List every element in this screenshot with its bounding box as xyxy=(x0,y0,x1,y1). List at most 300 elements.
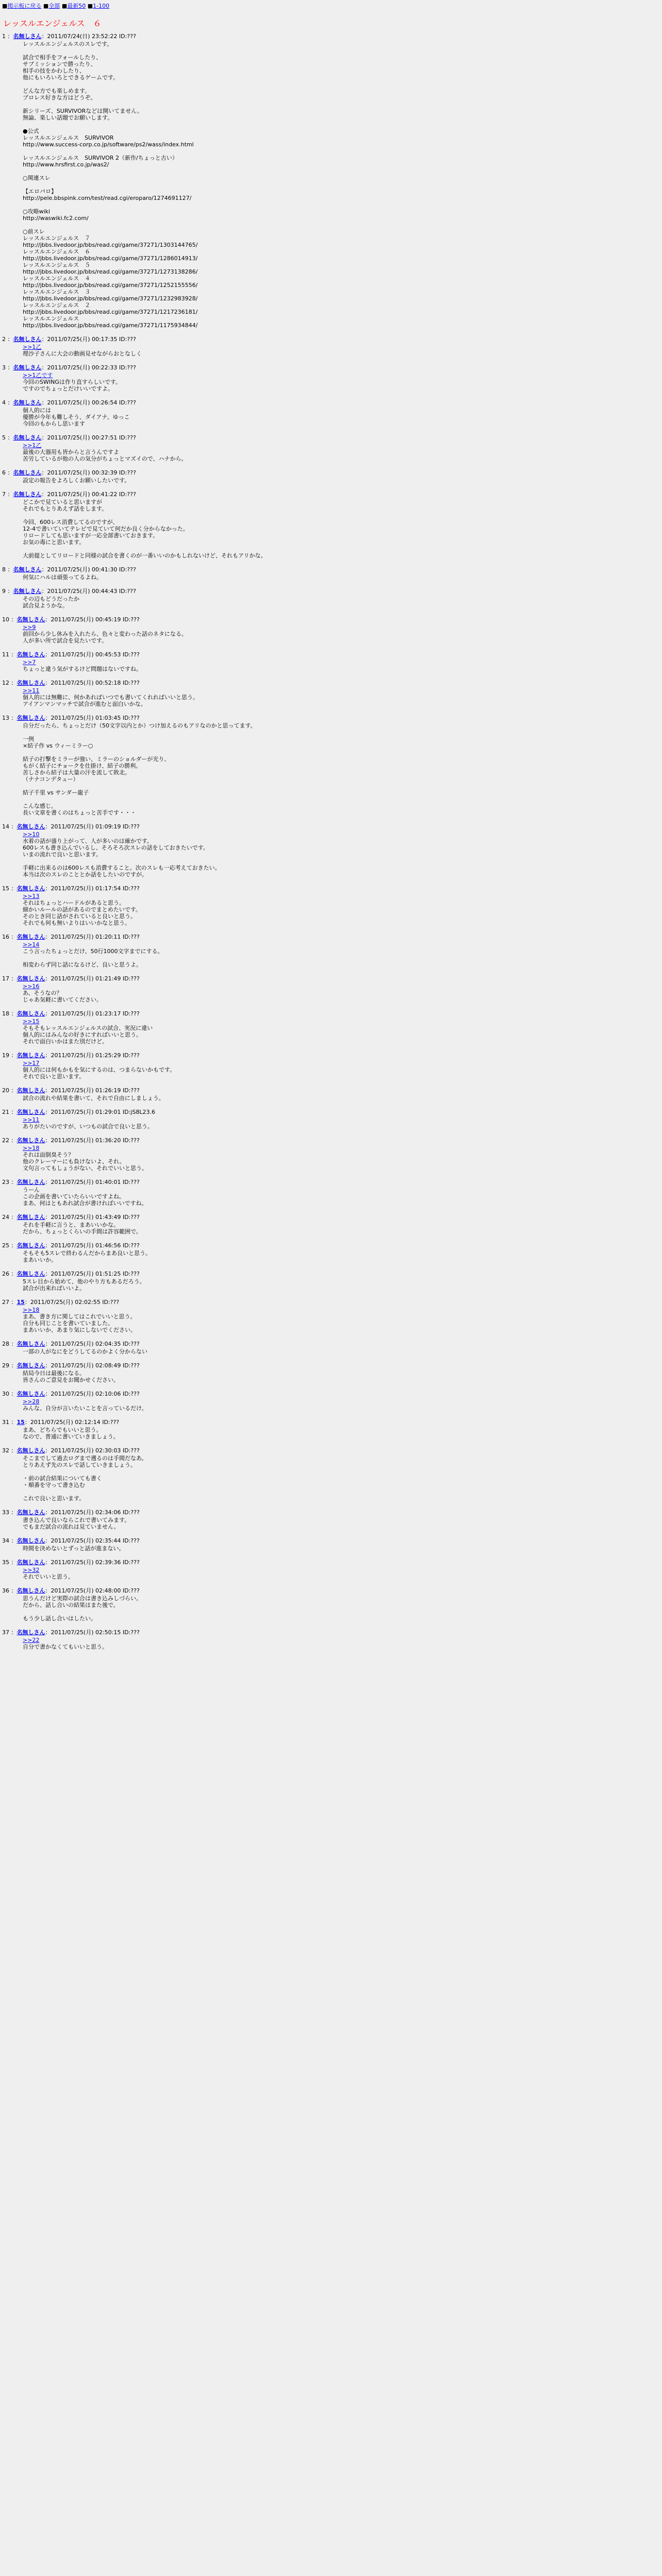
post-id: ID:??? xyxy=(119,566,136,573)
poster-name-link[interactable]: 名無しさん xyxy=(13,33,42,40)
post-date: 2011/07/25(月) 01:09:19 xyxy=(51,823,121,830)
post-header: 1 ：名無しさん：2011/07/24(日) 23:52:22 ID:??? xyxy=(2,33,136,40)
post-header: 12 ：名無しさん：2011/07/25(月) 00:52:18 ID:??? xyxy=(2,680,140,686)
reply-anchor-link[interactable]: >>1乙 xyxy=(23,344,42,350)
post-date: 2011/07/25(月) 00:22:33 xyxy=(47,364,118,371)
post-header: 32 ：名無しさん：2011/07/25(月) 02:30:03 ID:??? xyxy=(2,1447,140,1454)
post-body xyxy=(23,1307,662,1333)
post-body xyxy=(23,344,662,357)
post-number[interactable]: 1 xyxy=(2,33,6,40)
post-number[interactable]: 21 xyxy=(2,1109,9,1115)
poster-name[interactable] xyxy=(17,975,45,982)
poster-name-link[interactable]: 名無しさん xyxy=(16,934,45,940)
poster-name[interactable] xyxy=(17,1109,45,1115)
post-date: 2011/07/25(月) 02:34:06 xyxy=(51,1509,121,1516)
post xyxy=(2,1447,662,1502)
post-text: ありがたいのですが、いつもの試合で良いと思う。 xyxy=(23,1123,153,1130)
post-number[interactable]: 8 xyxy=(2,566,6,573)
post-id: ID:jS8L23.6 xyxy=(122,1109,155,1115)
nav-square-4: ■ xyxy=(87,3,93,9)
post-header: 10 ：名無しさん：2011/07/25(月) 00:45:19 ID:??? xyxy=(2,616,140,623)
post-date: 2011/07/25(月) 02:12:14 xyxy=(30,1419,101,1426)
post-header: 13 ：名無しさん：2011/07/25(月) 01:03:45 ID:??? xyxy=(2,715,140,721)
poster-name[interactable] xyxy=(17,1629,45,1636)
post-id: ID:??? xyxy=(122,1362,140,1369)
post-date: 2011/07/25(月) 01:21:49 xyxy=(51,975,121,982)
post-text: 5スレ目から始めて、他のやり方もあるだろう。 試合が出来ればいいよ。 xyxy=(23,1278,145,1292)
poster-name[interactable] xyxy=(17,651,45,658)
post xyxy=(2,33,662,329)
poster-name-link[interactable]: 名無しさん xyxy=(16,823,45,830)
post-number[interactable]: 4 xyxy=(2,399,6,406)
post-header: 21 ：名無しさん：2011/07/25(月) 01:29:01 ID:jS8L23.6 xyxy=(2,1109,155,1115)
post-id: ID:??? xyxy=(122,934,140,940)
reply-anchor-link[interactable]: >>13 xyxy=(23,893,40,900)
post-header: 22 ：名無しさん：2011/07/25(月) 01:36:20 ID:??? xyxy=(2,1137,140,1144)
post-text: 個人的には 優勝が今年も難しそう、ダイアナ、ゆっこ 今回のもからし思います xyxy=(23,407,130,427)
post-id: ID:??? xyxy=(119,364,136,371)
post-body xyxy=(23,1595,662,1622)
post-header: 20 ：名無しさん：2011/07/25(月) 01:26:19 ID:??? xyxy=(2,1087,140,1094)
post-date: 2011/07/25(月) 00:17:35 xyxy=(47,336,118,343)
post-body xyxy=(23,1060,662,1080)
post-date: 2011/07/25(月) 00:44:43 xyxy=(47,588,118,595)
post-header: 7 ：名無しさん：2011/07/25(月) 00:41:22 ID:??? xyxy=(2,491,136,498)
post-text: 最後の大器用も皆からと言うんですよ 苦労しているが他の人の気分がちょっとマズイので、ハナから。 xyxy=(23,449,187,462)
post-text: ちょっと違う気がするけど問題はないですね。 xyxy=(23,666,142,672)
post-text: 結局今日は最後になる。 皆さんのご意見をお聞かせください。 xyxy=(23,1370,119,1383)
post xyxy=(2,885,662,926)
poster-name[interactable] xyxy=(13,434,42,441)
poster-name-link[interactable]: 名無しさん xyxy=(16,1447,45,1454)
back-to-board-link[interactable]: 掲示板に戻る xyxy=(7,3,42,9)
post xyxy=(2,823,662,878)
post xyxy=(2,1629,662,1650)
poster-name[interactable] xyxy=(13,469,42,476)
post-date: 2011/07/25(月) 01:25:29 xyxy=(51,1052,121,1059)
post-date: 2011/07/25(月) 01:29:01 xyxy=(51,1109,121,1115)
post-body xyxy=(23,499,662,559)
post-text: みんな、自分が言いたいことを言っているだけ。 xyxy=(23,1405,147,1412)
all-posts-link[interactable]: 全部 xyxy=(48,3,60,9)
poster-name[interactable] xyxy=(13,399,42,406)
post-text: 何気にハルは頑張ってるよね。 xyxy=(23,574,102,581)
post xyxy=(2,1559,662,1580)
post-text: そもそも5スレで終わるんだからまあ良いと思う。 まあいいか。 xyxy=(23,1250,151,1263)
post-number[interactable]: 19 xyxy=(2,1052,9,1059)
post-id: ID:??? xyxy=(122,885,140,892)
post-text: こう言ったちょっとだけ、50行1000文字までにする。 相変わらず同じ話になるけど、良いと思うよ。 xyxy=(23,948,163,968)
post-date: 2011/07/25(月) 01:03:45 xyxy=(51,715,121,721)
reply-anchor-link[interactable]: >>15 xyxy=(23,1018,40,1025)
post-text: まあ、書き方に関してはこれでいいと思う。 自分も同じことを書いていました。 まあいいか、あまり気にしないでください。 xyxy=(23,1313,136,1333)
post-id: ID:??? xyxy=(119,434,136,441)
nav-square-2: ■ xyxy=(43,3,49,9)
post-date: 2011/07/25(月) 02:30:03 xyxy=(51,1447,121,1454)
post-date: 2011/07/25(月) 02:39:36 xyxy=(51,1559,121,1566)
post-text: それはちょっとハードルがあると思う。 細かいルールの話があるのでまとめたいです。 そのとき同じ話がされていると良いと思う。 それでも何も無いよりはいいかなと思う。 xyxy=(23,900,141,926)
post-number[interactable]: 15 xyxy=(2,885,9,892)
poster-name[interactable] xyxy=(17,1362,45,1369)
post-number[interactable]: 37 xyxy=(2,1629,9,1636)
poster-name-link[interactable]: 名無しさん xyxy=(13,399,42,406)
poster-name-link[interactable]: 15 xyxy=(16,1299,25,1306)
reply-anchor-link[interactable]: >>28 xyxy=(23,1398,40,1405)
poster-name-link[interactable]: 名無しさん xyxy=(16,1362,45,1369)
post-text: 時間を決めないとずっと話が進まない。 xyxy=(23,1545,125,1552)
poster-name-link[interactable]: 名無しさん xyxy=(16,1137,45,1144)
post-body xyxy=(23,1187,662,1207)
post-text: 試合の流れや結果を書いて、それで自由にしましょう。 xyxy=(23,1095,164,1101)
post-id: ID:??? xyxy=(119,469,136,476)
poster-name-link[interactable]: 名無しさん xyxy=(16,1109,45,1115)
post-number[interactable]: 22 xyxy=(2,1137,9,1144)
poster-name-link[interactable]: 名無しさん xyxy=(16,1559,45,1566)
poster-name[interactable] xyxy=(17,885,45,892)
poster-name-link[interactable]: 名無しさん xyxy=(16,1052,45,1059)
post-date: 2011/07/25(月) 01:36:20 xyxy=(51,1137,121,1144)
post-date: 2011/07/25(月) 02:50:15 xyxy=(51,1629,121,1636)
post-id: ID:??? xyxy=(122,1010,140,1017)
post xyxy=(2,1587,662,1622)
post-number[interactable]: 13 xyxy=(2,715,9,721)
post xyxy=(2,566,662,581)
post-number[interactable]: 12 xyxy=(2,680,9,686)
post-date: 2011/07/25(月) 02:04:35 xyxy=(51,1341,121,1347)
post-id: ID:??? xyxy=(122,823,140,830)
post-number[interactable]: 20 xyxy=(2,1087,9,1094)
post-list xyxy=(2,33,662,1650)
poster-name-link[interactable]: 名無しさん xyxy=(13,434,42,441)
reply-anchor-link[interactable]: >>7 xyxy=(23,659,36,666)
post-header: 23 ：名無しさん：2011/07/25(月) 01:40:01 ID:??? xyxy=(2,1179,140,1185)
post-id: ID:??? xyxy=(122,680,140,686)
post-number[interactable]: 16 xyxy=(2,934,9,940)
poster-name-link[interactable]: 名無しさん xyxy=(16,1629,45,1636)
post-number[interactable]: 5 xyxy=(2,434,6,441)
post-date: 2011/07/25(月) 00:52:18 xyxy=(51,680,121,686)
poster-name[interactable] xyxy=(17,934,45,940)
post-date: 2011/07/25(月) 00:41:30 xyxy=(47,566,118,573)
poster-name-link[interactable]: 名無しさん xyxy=(16,1509,45,1516)
poster-name-link[interactable]: 名無しさん xyxy=(16,1341,45,1347)
poster-name[interactable] xyxy=(17,680,45,686)
post-header: 27 ：15：2011/07/25(月) 02:02:55 ID:??? xyxy=(2,1299,120,1306)
post-body xyxy=(23,831,662,878)
post-header: 35 ：名無しさん：2011/07/25(月) 02:39:36 ID:??? xyxy=(2,1559,140,1566)
post-body xyxy=(23,407,662,427)
post-body xyxy=(23,983,662,1003)
post xyxy=(2,1242,662,1263)
post-header: 24 ：名無しさん：2011/07/25(月) 01:43:49 ID:??? xyxy=(2,1214,140,1221)
post-text: 一部の人がなにをどうしてるのかよく分からない xyxy=(23,1348,147,1355)
post xyxy=(2,1214,662,1235)
poster-name[interactable] xyxy=(17,1391,45,1397)
post-body xyxy=(23,442,662,462)
post-id: ID:??? xyxy=(119,491,136,498)
poster-name-link[interactable]: 名無しさん xyxy=(16,885,45,892)
post-body xyxy=(23,1222,662,1235)
post-text: あ、そうなの？ じゃあ気軽に書いてください。 xyxy=(23,990,102,1003)
top-nav xyxy=(0,0,662,10)
post xyxy=(2,1052,662,1080)
poster-name-link[interactable]: 名無しさん xyxy=(16,651,45,658)
post-number[interactable]: 25 xyxy=(2,1242,9,1249)
post-text: 今回のSWINGは作り直すらしいです。 ですのでちょっとだけいいですよ。 xyxy=(23,379,121,392)
post-id: ID:??? xyxy=(122,1270,140,1277)
post-id: ID:??? xyxy=(122,1509,140,1516)
post-header: 28 ：名無しさん：2011/07/25(月) 02:04:35 ID:??? xyxy=(2,1341,140,1347)
reply-anchor-link[interactable]: >>18 xyxy=(23,1145,40,1151)
post-header: 31 ：15：2011/07/25(月) 02:12:14 ID:??? xyxy=(2,1419,120,1426)
post-number[interactable]: 24 xyxy=(2,1214,9,1221)
poster-name-link[interactable]: 名無しさん xyxy=(16,1010,45,1017)
poster-name[interactable] xyxy=(13,33,42,40)
post-id: ID:??? xyxy=(122,975,140,982)
post-number[interactable]: 28 xyxy=(2,1341,9,1347)
reply-anchor-link[interactable]: >>32 xyxy=(23,1567,40,1573)
post-text: そもそもレッスルエンジェルスの試合、実況に違い 個人的にはみんなの好きにすればいいと思う。 それで面白いかはまた別だけど。 xyxy=(23,1025,153,1045)
post xyxy=(2,1010,662,1045)
poster-name-link[interactable]: 名無しさん xyxy=(16,1242,45,1249)
post-number[interactable]: 30 xyxy=(2,1391,9,1397)
reply-anchor-link[interactable]: >>22 xyxy=(23,1637,40,1643)
post-body xyxy=(23,41,662,329)
post-id: ID:??? xyxy=(122,1341,140,1347)
post-text: 個人的には無難に、何かあればいつでも書いてくれればいいと思う。 アイアンマンマッチで試合が進むと面白いかな。 xyxy=(23,694,198,707)
post-id: ID:??? xyxy=(119,399,136,406)
post-body xyxy=(23,1455,662,1502)
post xyxy=(2,680,662,707)
post-date: 2011/07/25(月) 01:40:01 xyxy=(51,1179,121,1185)
poster-name-link[interactable]: 名無しさん xyxy=(13,364,42,371)
post-date: 2011/07/25(月) 00:41:22 xyxy=(47,491,118,498)
post-number[interactable]: 35 xyxy=(2,1559,9,1566)
post-body xyxy=(23,941,662,968)
post-text: 設定の報告をよろしくお願いしたいです。 xyxy=(23,477,130,484)
post-date: 2011/07/25(月) 01:26:19 xyxy=(51,1087,121,1094)
post-text: どこかで見ていると思いますが それでもとりあえず話をします。 今回、600レス消費してるのですが、 12-4で書いていてテレビで見ていて何だか良く分からなかった。 リロードしても思いますが一応全部書いておきます。 お気の毒にと思います。 大前提としてリロードと同様の試合を書くのが一番いいのかもしれないけど、それもアリかな。 xyxy=(23,499,267,559)
post xyxy=(2,491,662,559)
post-text: まあ、どちらでもいいと思う。 なので、普通に書いていきましょう。 xyxy=(23,1427,119,1440)
poster-name-link[interactable]: 名無しさん xyxy=(16,1087,45,1094)
post xyxy=(2,588,662,609)
poster-name-link[interactable]: 名無しさん xyxy=(16,1587,45,1594)
reply-anchor-link[interactable]: >>1乙 xyxy=(23,442,42,449)
poster-name[interactable] xyxy=(17,1537,45,1544)
thread-title: レッスルエンジェルス ６ xyxy=(3,19,102,28)
post-header: 15 ：名無しさん：2011/07/25(月) 01:17:54 ID:??? xyxy=(2,885,140,892)
post-id: ID:??? xyxy=(122,1559,140,1566)
post-number[interactable]: 32 xyxy=(2,1447,9,1454)
post-number[interactable]: 2 xyxy=(2,336,6,343)
reply-anchor-link[interactable]: >>11 xyxy=(23,687,40,694)
poster-name[interactable] xyxy=(17,1299,25,1306)
poster-name-link[interactable]: 名無しさん xyxy=(16,680,45,686)
post-number[interactable]: 11 xyxy=(2,651,9,658)
post-body xyxy=(23,1348,662,1355)
post-header: 37 ：名無しさん：2011/07/25(月) 02:50:15 ID:??? xyxy=(2,1629,140,1636)
post-header: 14 ：名無しさん：2011/07/25(月) 01:09:19 ID:??? xyxy=(2,823,140,830)
reply-anchor-link[interactable]: >>9 xyxy=(23,624,36,631)
post-date: 2011/07/25(月) 01:46:56 xyxy=(51,1242,121,1249)
post-id: ID:??? xyxy=(102,1419,120,1426)
post-date: 2011/07/25(月) 00:27:51 xyxy=(47,434,118,441)
post-number[interactable]: 6 xyxy=(2,469,6,476)
reply-anchor-link[interactable]: >>11 xyxy=(23,1116,40,1123)
poster-name[interactable] xyxy=(17,616,45,623)
post-text: 水着の話が盛り上がって、人が多いのは確かです。 600レスも書き込んでいるし、そろそろ次スレの話をしておきたいです。 いまの流れで良いと思います。 手軽に出来るのは600レスも消費すること。次のスレも一応考えておきたい。 本当は次のスレのこととか話をしたいのですが。 xyxy=(23,838,221,878)
reply-anchor-link[interactable]: >>10 xyxy=(23,831,40,838)
post-number[interactable]: 27 xyxy=(2,1299,9,1306)
poster-name[interactable] xyxy=(17,1270,45,1277)
reply-anchor-link[interactable]: >>17 xyxy=(23,1060,40,1066)
reply-anchor-link[interactable]: >>16 xyxy=(23,983,40,990)
post-id: ID:??? xyxy=(119,588,136,595)
post-date: 2011/07/25(月) 01:43:49 xyxy=(51,1214,121,1221)
poster-name-link[interactable]: 名無しさん xyxy=(16,1537,45,1544)
post-body xyxy=(23,574,662,581)
nav-square-1: ■ xyxy=(2,3,8,9)
poster-name[interactable] xyxy=(17,1447,45,1454)
post-number[interactable]: 26 xyxy=(2,1270,9,1277)
post-body xyxy=(23,1095,662,1101)
post xyxy=(2,934,662,968)
post-text: 自分だったら、ちょっとだけ（50文字以内とか）つけ加えるのもアリなのかと思ってます。 一例 ×結子作 vs ウィーミラー○ 結子の打撃をミラーが強い、ミラーのショルダーが光り、 もがく結子にチョークを仕掛け、結子の勝利。 苦しさから結子は大量の汗を流して敗北。 （ナナコンデタュー） 結子千里 vs サンダー龍子 こんな感じ。 長い文章を書くのはちょっと苦手です・・・ xyxy=(23,722,256,816)
post-body xyxy=(23,1370,662,1383)
post xyxy=(2,1299,662,1333)
post xyxy=(2,975,662,1003)
poster-name[interactable] xyxy=(13,566,42,573)
post-text: それを手軽に言うと、まあいいかな。 だから、ちょっとくらいの手間は許容範囲で。 xyxy=(23,1222,142,1235)
post-id: ID:??? xyxy=(119,336,136,343)
post-header: 33 ：名無しさん：2011/07/25(月) 02:34:06 ID:??? xyxy=(2,1509,140,1516)
post-header: 5 ：名無しさん：2011/07/25(月) 00:27:51 ID:??? xyxy=(2,434,136,441)
post-id: ID:??? xyxy=(122,1587,140,1594)
post-text: 個人的には何もかもを気にするのは、つまらないかもです。 それで良いと思います。 xyxy=(23,1066,176,1080)
poster-name[interactable] xyxy=(17,1010,45,1017)
poster-name[interactable] xyxy=(17,715,45,721)
poster-name[interactable] xyxy=(13,588,42,595)
poster-name[interactable] xyxy=(17,1214,45,1221)
poster-name-link[interactable]: 名無しさん xyxy=(16,1270,45,1277)
post-body xyxy=(23,1427,662,1440)
post xyxy=(2,1362,662,1383)
post-body xyxy=(23,1145,662,1172)
poster-name-link[interactable]: 名無しさん xyxy=(13,469,42,476)
post-number[interactable]: 34 xyxy=(2,1537,9,1544)
post-number[interactable]: 33 xyxy=(2,1509,9,1516)
poster-name-link[interactable]: 名無しさん xyxy=(16,1179,45,1185)
post-body xyxy=(23,659,662,672)
poster-name[interactable] xyxy=(13,491,42,498)
poster-name[interactable] xyxy=(13,364,42,371)
post-number[interactable]: 18 xyxy=(2,1010,9,1017)
poster-name-link[interactable]: 名無しさん xyxy=(13,566,42,573)
post-id: ID:??? xyxy=(122,1052,140,1059)
post-number[interactable]: 29 xyxy=(2,1362,9,1369)
poster-name[interactable] xyxy=(17,1087,45,1094)
post-number[interactable]: 31 xyxy=(2,1419,9,1426)
post xyxy=(2,651,662,672)
post-number[interactable]: 17 xyxy=(2,975,9,982)
post-text: それは面倒臭そう？ 他のクレーマーにも負けないよ、それ。 文句言ってもしょうがない、それでいいと思う。 xyxy=(23,1151,147,1172)
post xyxy=(2,1109,662,1130)
post-text: そこまでして過去ログまで遡るのは手間だなあ。 とりあえず先のスレで話していきましょう。 ・前の試合結果についても書く ・順番を守って書き込む これで良いと思います。 xyxy=(23,1455,147,1502)
poster-name[interactable] xyxy=(17,1559,45,1566)
post-body xyxy=(23,624,662,644)
poster-name[interactable] xyxy=(17,1052,45,1059)
reply-anchor-link[interactable]: >>18 xyxy=(23,1307,40,1313)
post xyxy=(2,1509,662,1530)
post-number[interactable]: 10 xyxy=(2,616,9,623)
post-number[interactable]: 9 xyxy=(2,588,6,595)
post-number[interactable]: 3 xyxy=(2,364,6,371)
post-text: 前回から少し休みを入れたら、色々と変わった話のネタになる。 人が多い所で試合を見たいです。 xyxy=(23,631,187,644)
poster-name-link[interactable]: 名無しさん xyxy=(16,975,45,982)
post-body xyxy=(23,1250,662,1263)
post-number[interactable]: 7 xyxy=(2,491,6,498)
poster-name-link[interactable]: 15 xyxy=(16,1419,25,1426)
post-date: 2011/07/25(月) 01:17:54 xyxy=(51,885,121,892)
post-date: 2011/07/25(月) 02:48:00 xyxy=(51,1587,121,1594)
post xyxy=(2,1270,662,1292)
post-body xyxy=(23,1567,662,1580)
post-id: ID:??? xyxy=(122,1629,140,1636)
poster-name-link[interactable]: 名無しさん xyxy=(13,336,42,343)
poster-name-link[interactable]: 名無しさん xyxy=(16,715,45,721)
post-body xyxy=(23,687,662,707)
post xyxy=(2,336,662,357)
poster-name-link[interactable]: 名無しさん xyxy=(16,1391,45,1397)
post-header: 17 ：名無しさん：2011/07/25(月) 01:21:49 ID:??? xyxy=(2,975,140,982)
first-posts-link[interactable]: 最新50 xyxy=(67,3,86,9)
reply-anchor-link[interactable]: >>14 xyxy=(23,941,40,948)
poster-name[interactable] xyxy=(17,1137,45,1144)
poster-name[interactable] xyxy=(17,1587,45,1594)
post xyxy=(2,1537,662,1552)
post-id: ID:??? xyxy=(122,1087,140,1094)
poster-name[interactable] xyxy=(17,1509,45,1516)
post-number[interactable]: 36 xyxy=(2,1587,9,1594)
post-number[interactable]: 23 xyxy=(2,1179,9,1185)
poster-name-link[interactable]: 名無しさん xyxy=(13,588,42,595)
poster-name[interactable] xyxy=(17,1179,45,1185)
poster-name[interactable] xyxy=(13,336,42,343)
post-header: 9 ：名無しさん：2011/07/25(月) 00:44:43 ID:??? xyxy=(2,588,136,595)
post-body xyxy=(23,1278,662,1292)
poster-name[interactable] xyxy=(17,823,45,830)
post-header: 16 ：名無しさん：2011/07/25(月) 01:20:11 ID:??? xyxy=(2,934,140,940)
post-date: 2011/07/25(月) 01:51:25 xyxy=(51,1270,121,1277)
post-text: レッスルエンジェルスのスレです。 試合で相手をフォールしたり、 サブミッションで勝ったり、 相手の技をかわしたり、 他にもいろいろとできるゲームです。 どんな方でも楽しめます。 プロレス好きな方はどうぞ。 新シリーズ、SURVIVORなどは開いてません。 無論、楽しい話題でお願いします。 ●公式 レッスルエンジェルス SURVIVOR http://www.success-corp.co.jp/software/ps2/wass/index.html レッスルエンジェルス SURVIVOR 2（新作/ちょっと古い） http://www.hrsfirst.co.jp/was2/ ○関連スレ 【エロパロ】 http://pele.bbspink.com/test/read.cgi/eroparo/1274691127/ ○攻略wiki http://waswiki.fc2.com/ ○前スレ レッスルエンジェルス ７ http://jbbs.livedoor.jp/bbs/read.cgi/game/37271/1303144765/ レッスルエンジェルス ６ http://jbbs.livedoor.jp/bbs/read.cgi/game/37271/1286014913/ レッスルエンジェルス ５ http://jbbs.livedoor.jp/bbs/read.cgi/game/37271/1273138286/ レッスルエンジェルス ４ http://jbbs.livedoor.jp/bbs/read.cgi/game/37271/1252155556/ レッスルエンジェルス ３ http://jbbs.livedoor.jp/bbs/read.cgi/game/37271/1232983928/ レッスルエンジェルス ２ http://jbbs.livedoor.jp/bbs/read.cgi/game/37271/1217236181/ レッスルエンジェルス http://jbbs.livedoor.jp/bbs/read.cgi/game/37271/1175934844/ xyxy=(23,41,198,329)
post-id: ID:??? xyxy=(122,1447,140,1454)
reply-anchor-link[interactable]: >>1乙です xyxy=(23,372,53,379)
poster-name-link[interactable]: 名無しさん xyxy=(16,1214,45,1221)
post-body xyxy=(23,1398,662,1412)
nav-square-3: ■ xyxy=(61,3,68,9)
poster-name[interactable] xyxy=(17,1341,45,1347)
post-number[interactable]: 14 xyxy=(2,823,9,830)
post-header: 36 ：名無しさん：2011/07/25(月) 02:48:00 ID:??? xyxy=(2,1587,140,1594)
poster-name-link[interactable]: 名無しさん xyxy=(16,616,45,623)
poster-name[interactable] xyxy=(17,1242,45,1249)
poster-name[interactable] xyxy=(17,1419,25,1426)
post-date: 2011/07/25(月) 01:20:11 xyxy=(51,934,121,940)
poster-name-link[interactable]: 名無しさん xyxy=(13,491,42,498)
latest-posts-link[interactable]: 1-100 xyxy=(93,3,110,9)
post-id: ID:??? xyxy=(122,1537,140,1544)
